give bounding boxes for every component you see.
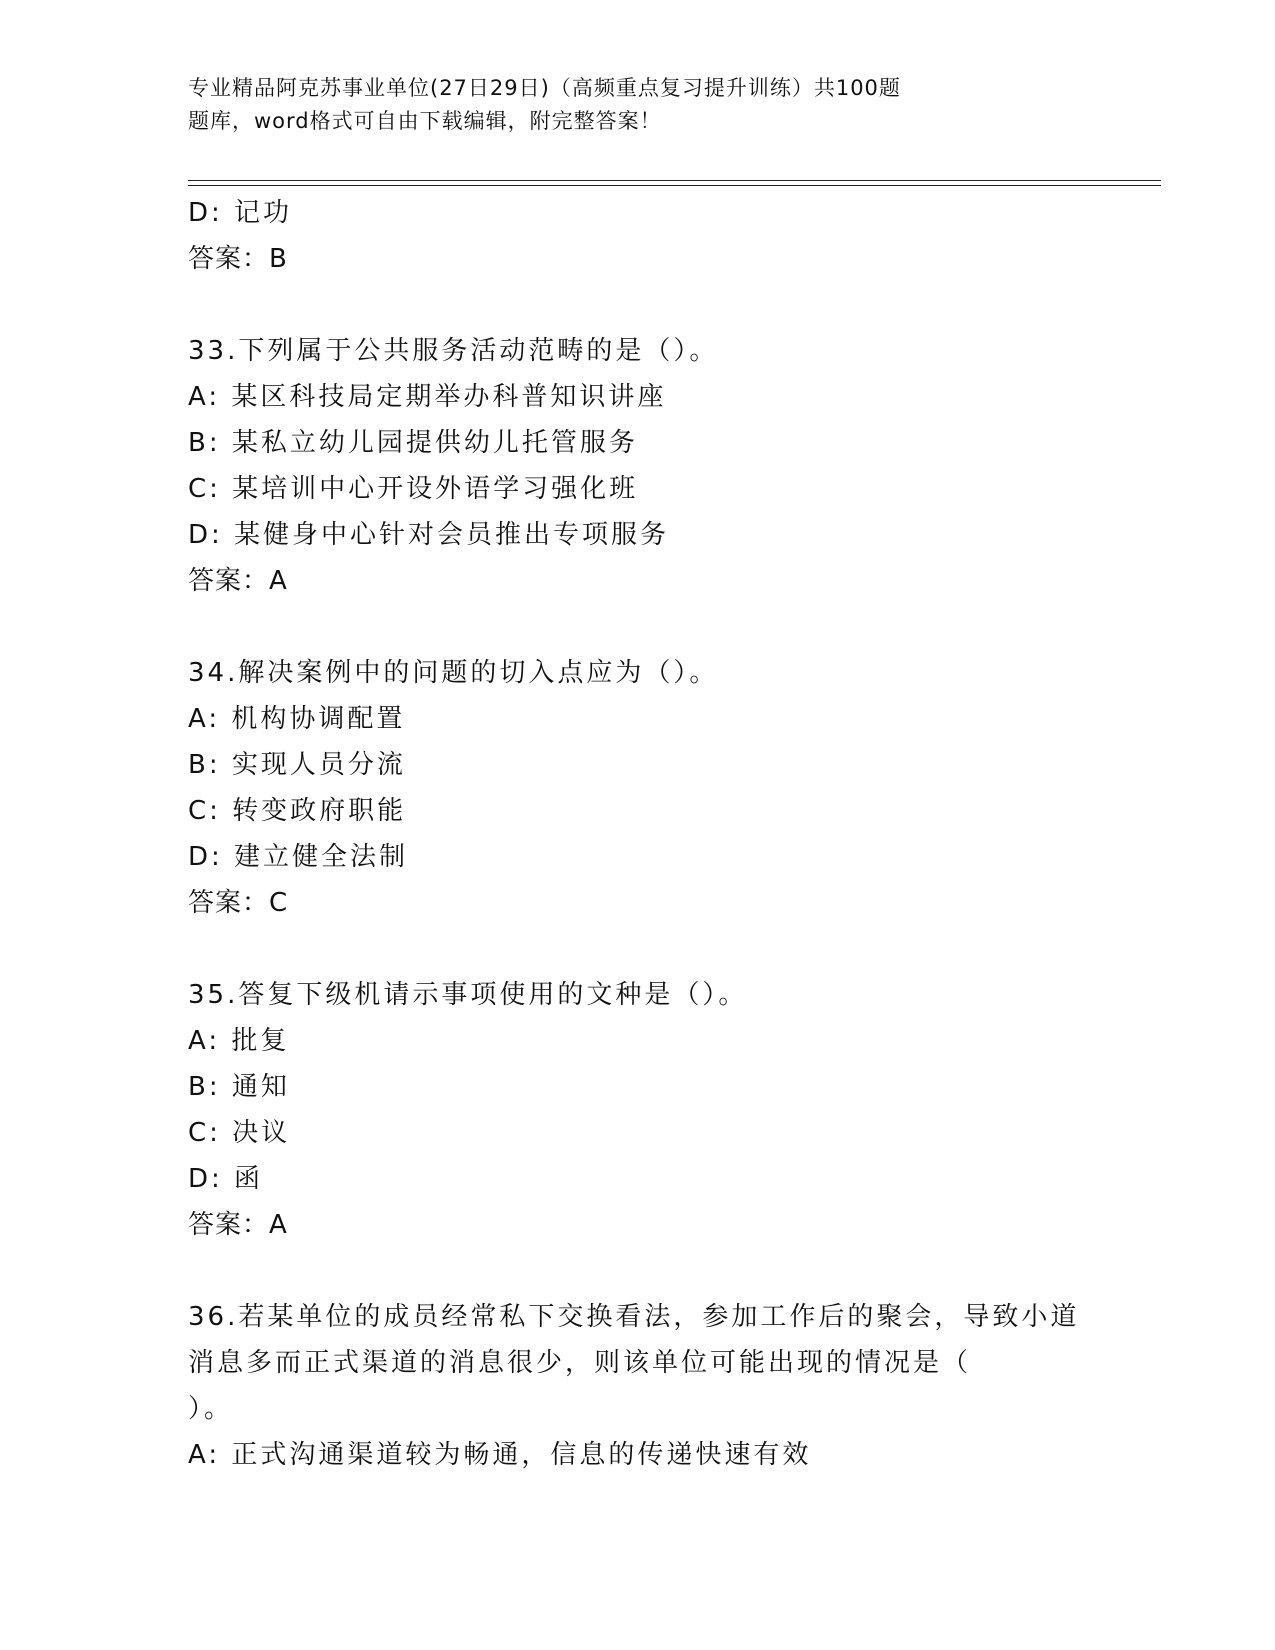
question-33-option-b: B: 某私立幼儿园提供幼儿托管服务 [188,428,638,458]
question-33-stem: 33.下列属于公共服务活动范畴的是（）。 [188,336,719,366]
question-33-option-a: A: 某区科技局定期举办科普知识讲座 [188,382,667,412]
question-35-answer: 答案：A [188,1210,288,1240]
question-36-stem-line-2: 消息多而正式渠道的消息很少，则该单位可能出现的情况是（ [188,1348,972,1378]
question-35-option-a: A: 批复 [188,1026,290,1056]
question-36-stem-line-1: 36.若某单位的成员经常私下交换看法，参加工作后的聚会，导致小道 [188,1302,1080,1332]
question-35-option-c: C: 决议 [188,1118,291,1148]
question-34-option-b: B: 实现人员分流 [188,750,406,780]
question-35-stem: 35.答复下级机请示事项使用的文种是（）。 [188,980,748,1010]
header-divider-bottom [188,185,1161,186]
question-content [188,190,1088,1478]
question-34-option-a: A: 机构协调配置 [188,704,406,734]
question-33-answer: 答案：A [188,566,288,596]
question-35-option-b: B: 通知 [188,1072,290,1102]
spacer [188,604,1088,650]
prev-option-d: D: 记功 [188,198,293,228]
header-title-line-1: 专业精品阿克苏事业单位(27日29日)（高频重点复习提升训练）共100题 [188,76,901,100]
prev-answer: 答案：B [188,244,288,274]
spacer [188,282,1088,328]
question-34-stem: 34.解决案例中的问题的切入点应为（）。 [188,658,719,688]
question-34-option-d: D: 建立健全法制 [188,842,409,872]
question-33-option-c: C: 某培训中心开设外语学习强化班 [188,474,639,504]
question-35-option-d: D: 函 [188,1164,264,1194]
spacer [188,1248,1088,1294]
header-divider-top [188,180,1161,181]
header-title-line-2: 题库，word格式可自由下载编辑，附完整答案！ [188,109,662,133]
document-header [188,72,1048,138]
question-33-option-d: D: 某健身中心针对会员推出专项服务 [188,520,670,550]
question-34-option-c: C: 转变政府职能 [188,796,407,826]
question-34-answer: 答案：C [188,888,289,918]
question-36-option-a: A: 正式沟通渠道较为畅通，信息的传递快速有效 [188,1440,812,1470]
question-36-stem-line-3: ）。 [188,1394,234,1424]
spacer [188,926,1088,972]
